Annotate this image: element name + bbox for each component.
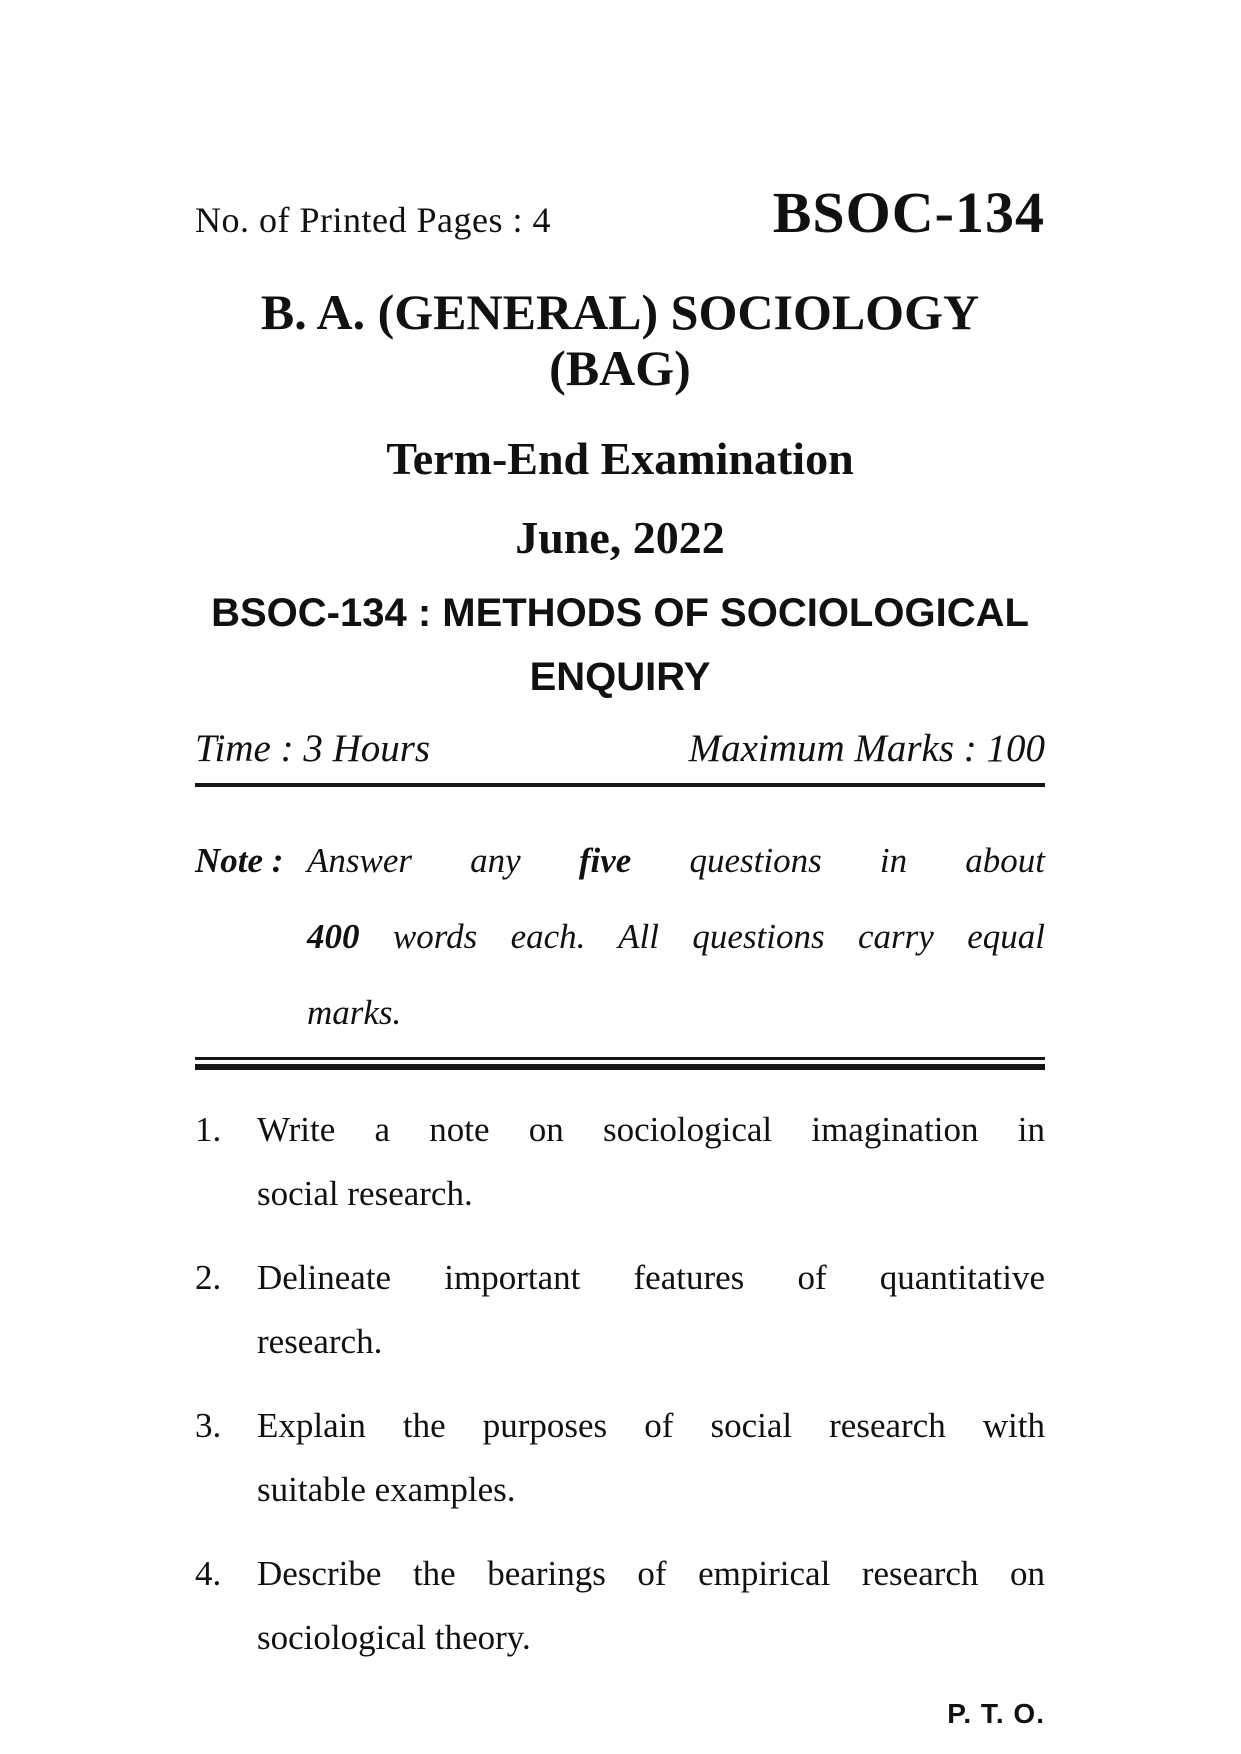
question-line: Explain the purposes of social research with (257, 1406, 1045, 1445)
note-text-emphasis: five (578, 841, 632, 880)
note-line-3: marks. (307, 993, 402, 1032)
question-line: suitable examples. (257, 1470, 516, 1509)
program-title: B. A. (GENERAL) SOCIOLOGY (BAG) (260, 284, 980, 396)
question-text (257, 1542, 1045, 1670)
pto-label: P. T. O. (947, 1698, 1045, 1729)
note-label: Note : (195, 841, 284, 880)
question-line: Write a note on sociological imagination in (257, 1110, 1045, 1149)
note-section (195, 823, 1045, 1051)
question-number: 3. (195, 1406, 222, 1445)
header-row (195, 178, 1045, 248)
double-divider-rule (195, 1057, 1045, 1070)
question-text (257, 1246, 1045, 1374)
question-item-3 (195, 1394, 1045, 1522)
question-text (257, 1098, 1045, 1226)
question-line: Delineate important features of quantitative (257, 1258, 1045, 1297)
question-line: social research. (257, 1174, 473, 1213)
time-allowed: Time : 3 Hours (195, 727, 431, 770)
note-text: words each. All questions carry equal (392, 917, 1045, 956)
note-line-1 (307, 823, 1045, 899)
note-text: Answer any (307, 841, 521, 880)
question-item-4 (195, 1542, 1045, 1670)
meta-row (195, 726, 1045, 771)
question-number: 1. (195, 1110, 222, 1149)
question-line: research. (257, 1322, 383, 1361)
question-line: Describe the bearings of empirical research on (257, 1554, 1045, 1593)
note-text-emphasis: 400 (307, 917, 360, 956)
divider-rule (195, 783, 1045, 787)
note-text: questions in about (689, 841, 1045, 880)
page-footer (195, 1698, 1045, 1730)
note-line-2 (307, 899, 1045, 975)
exam-session: June, 2022 (515, 512, 725, 563)
question-list (195, 1098, 1045, 1670)
question-number: 2. (195, 1258, 222, 1297)
max-marks: Maximum Marks : 100 (688, 727, 1045, 770)
course-code: BSOC-134 (772, 180, 1045, 245)
printed-pages-note: No. of Printed Pages : 4 (195, 200, 551, 240)
course-title-line1: BSOC-134 : METHODS OF SOCIOLOGICAL (211, 591, 1029, 635)
question-item-1 (195, 1098, 1045, 1226)
question-item-2 (195, 1246, 1045, 1374)
question-text (257, 1394, 1045, 1522)
exam-title: Term-End Examination (386, 433, 854, 484)
course-title-line2: ENQUIRY (529, 655, 711, 699)
question-number: 4. (195, 1554, 222, 1593)
question-line: sociological theory. (257, 1618, 531, 1657)
